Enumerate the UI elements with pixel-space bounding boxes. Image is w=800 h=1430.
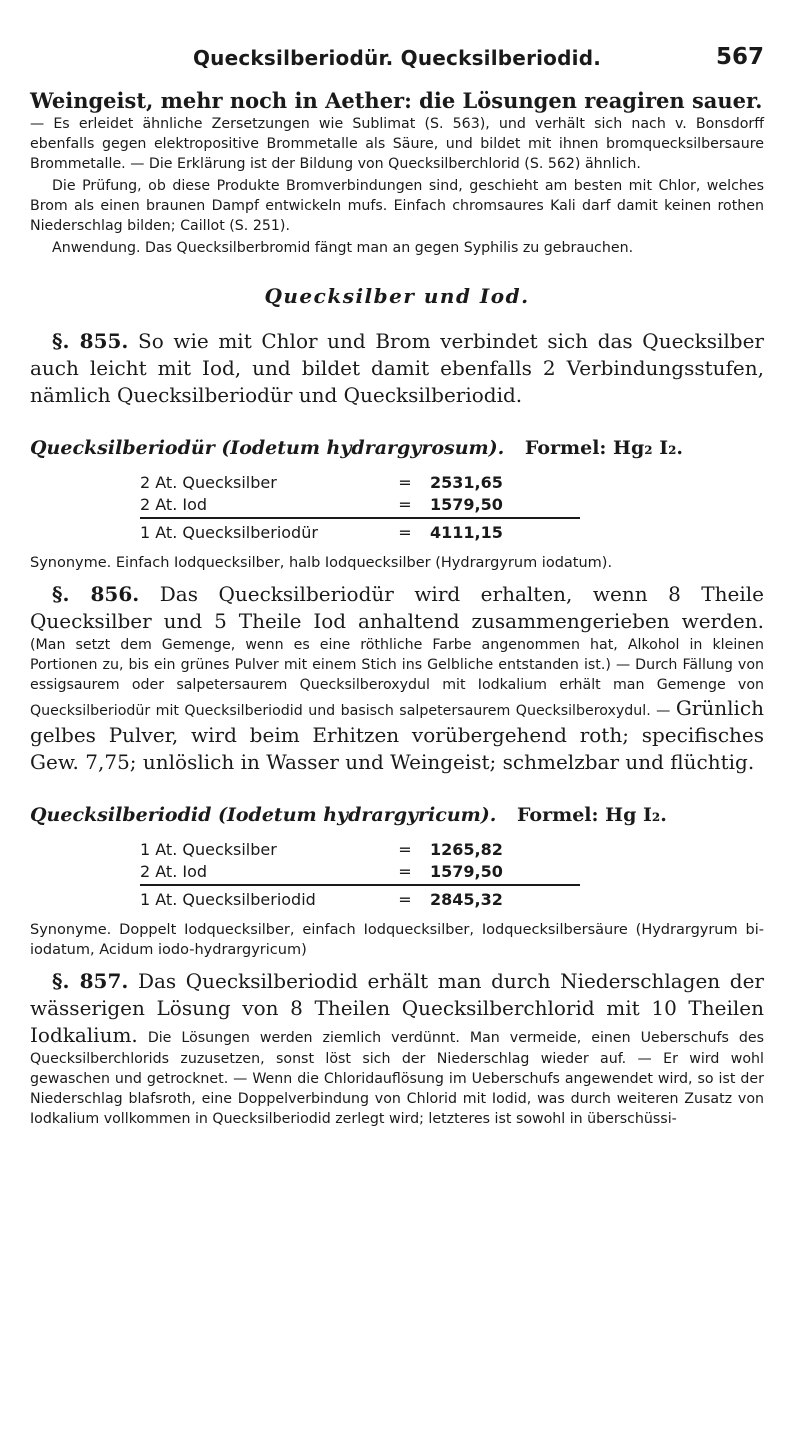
row-value: 2531,65	[430, 472, 503, 492]
paragraph-anwendung: Anwendung. Das Quecksilberbromid fängt man an gegen Syphilis zu gebrauchen.	[52, 240, 634, 256]
table-row	[140, 860, 580, 882]
row-label: 2 At. Quecksilber	[140, 472, 277, 492]
section-855	[30, 328, 764, 409]
section-857-detail: Die Lösungen werden ziemlich verdünnt. Man vermeide, einen Ueberschufs des Quecksilberchlorids zuzusetzen, sonst löst sich der Niederschlag wieder auf. — Er wird wohl gewaschen und getrocknet. — Wenn die Chloridauflösung im Ueberschufs angewendet wird, so ist der Niederschlag blafsroth, eine Doppelverbindung von Chlorid mit Iodid, was durch weiteren Zusatz von Iodkalium vollkommen in Quecksilberiodid zerlegt wird; letzteres ist sowohl in überschüssi-	[30, 1030, 765, 1127]
section-text: Das Quecksilberiodür wird erhalten, wenn 8 Theile Quecksilber und 5 Theile Iod anhaltend zusammengerieben werden.	[30, 582, 764, 633]
iodur-synonyme: Synonyme. Einfach Iodquecksilber, halb Iodquecksilber (Hydrargyrum iodatum).	[30, 555, 613, 571]
row-label: 1 At. Quecksilberiodid	[140, 889, 316, 909]
section-856	[30, 581, 764, 776]
row-value: 4111,15	[430, 522, 503, 542]
iodur-formula: Formel: Hg₂ I₂.	[524, 437, 684, 459]
equals-sign: =	[398, 861, 412, 881]
table-row	[140, 493, 580, 515]
table-row	[140, 838, 580, 860]
equals-sign: =	[398, 522, 412, 542]
section-number: §. 857.	[52, 969, 129, 993]
equals-sign: =	[398, 839, 412, 859]
section-856-properties: Grünlich gelbes Pulver, wird beim Erhitzen vorübergehend roth; specifisches Gew. 7,75; unlöslich in Wasser und Weingeist; schmelzbar und flüchtig.	[30, 696, 764, 774]
page-number: 567	[715, 44, 764, 70]
table-row	[140, 471, 580, 493]
running-title: Quecksilberiodür. Quecksilberiodid.	[192, 46, 602, 70]
row-label: 1 At. Quecksilberiodür	[140, 522, 318, 542]
iodid-composition-table	[140, 838, 580, 910]
paragraph-continuation: — Es erleidet ähnliche Zersetzungen wie Sublimat (S. 563), und verhält sich nach v. Bonsdorff ebenfalls gegen elektropositive Brommetalle als Säure, und bildet mit ihnen bromquecksilbersaure Brommetalle. — Die Erklärung ist der Bildung von Quecksilberchlorid (S. 562) ähnlich.	[30, 116, 764, 172]
section-heading: Quecksilber und Iod.	[264, 284, 530, 308]
iodid-formula: Formel: Hg I₂.	[516, 804, 667, 826]
row-value: 2845,32	[430, 889, 503, 909]
table-row-total	[140, 517, 580, 543]
iodid-title: Quecksilberiodid (Iodetum hydrargyricum).	[30, 804, 497, 826]
iodur-heading	[30, 435, 764, 461]
section-856-lead	[30, 582, 764, 633]
section-857	[30, 968, 764, 1129]
table-row-total	[140, 884, 580, 910]
section-text: So wie mit Chlor und Brom verbindet sich das Quecksilber auch leicht mit Iod, und bildet damit ebenfalls 2 Verbindungsstufen, nämlich Quecksilberiodür und Quecksilberiodid.	[30, 329, 764, 407]
section-text: Das Quecksilberiodid erhält man durch Niederschlagen der wässerigen Lösung von 8 Theilen Quecksilberchlorid mit 10 Theilen Iodkalium.	[30, 969, 764, 1047]
running-head	[30, 0, 764, 88]
row-value: 1579,50	[430, 494, 503, 514]
iodid-heading	[30, 802, 764, 828]
iodur-title: Quecksilberiodür (Iodetum hydrargyrosum).	[30, 437, 505, 459]
row-label: 2 At. Iod	[140, 861, 208, 881]
paragraph-lead: Weingeist, mehr noch in Aether: die Lösungen reagiren sauer.	[30, 88, 763, 113]
section-number: §. 856.	[52, 582, 140, 606]
iodur-composition-table	[140, 471, 580, 543]
section-856-detail: (Man setzt dem Gemenge, wenn es eine röthliche Farbe angenommen hat, Alkohol in kleinen Portionen zu, bis ein grünes Pulver mit einem Stich ins Gelbliche entstanden ist.) — Durch Fällung von essigsaurem oder salpetersaurem Quecksilberoxydul mit Iodkalium erhält man Gemenge von Quecksilberiodür mit Quecksilberiodid und basisch salpetersaurem Quecksilberoxydul. —	[30, 637, 764, 719]
iodid-synonyme: Synonyme. Doppelt Iodquecksilber, einfach Iodquecksilber, Iodquecksilbersäure (Hydrargyrum bi-iodatum, Acidum iodo-hydrargyricum)	[30, 922, 764, 958]
row-label: 2 At. Iod	[140, 494, 208, 514]
paragraph-pruefung: Die Prüfung, ob diese Produkte Bromverbindungen sind, geschieht am besten mit Chlor, welches Brom als einen braunen Dampf entwickeln mufs. Einfach chromsaures Kali darf damit keinen rothen Niederschlag bilden; Caillot (S. 251).	[30, 178, 764, 234]
row-value: 1579,50	[430, 861, 503, 881]
equals-sign: =	[398, 889, 412, 909]
equals-sign: =	[398, 472, 412, 492]
equals-sign: =	[398, 494, 412, 514]
row-label: 1 At. Quecksilber	[140, 839, 277, 859]
row-value: 1265,82	[430, 839, 503, 859]
section-number: §. 855.	[52, 329, 129, 353]
